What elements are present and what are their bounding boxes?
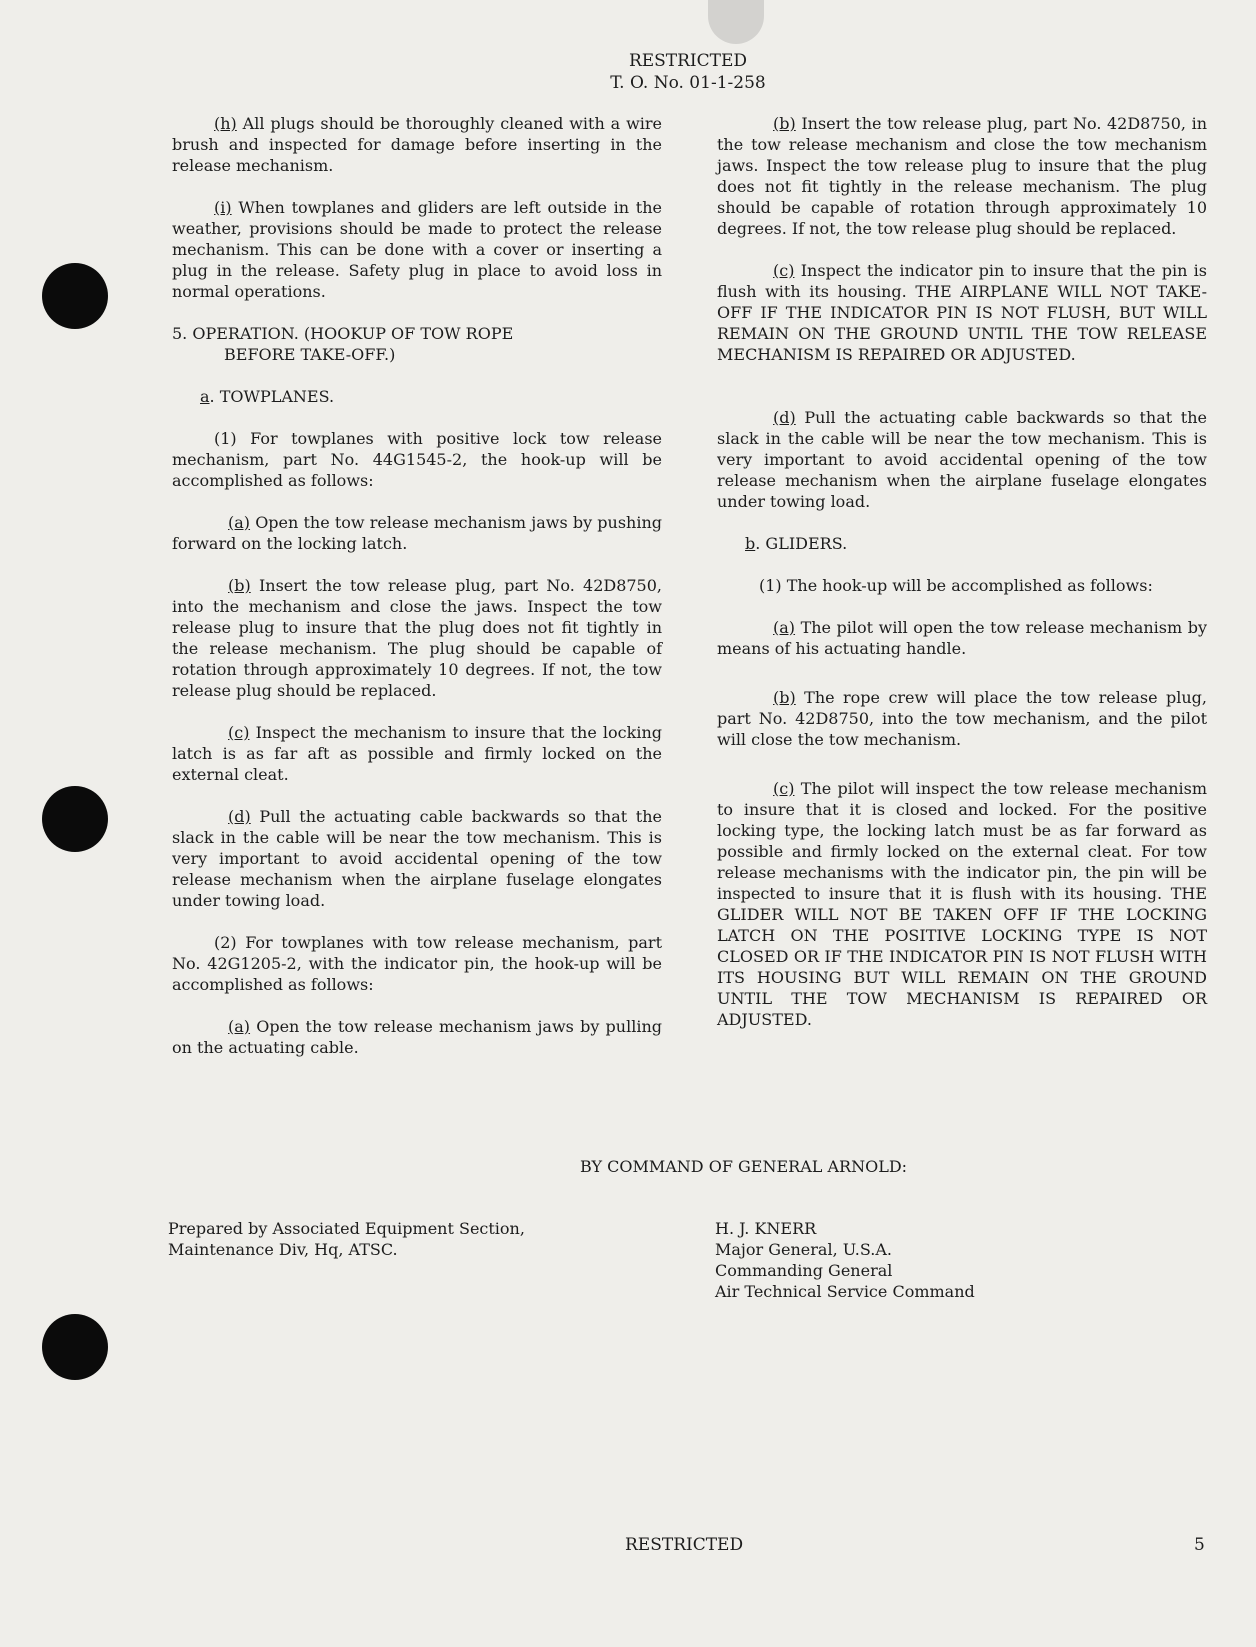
paper-smudge bbox=[708, 0, 764, 44]
para-2a: (a) Open the tow release mechanism jaws by pulling on the actuating cable. bbox=[172, 1017, 662, 1057]
punch-hole-middle bbox=[42, 786, 108, 852]
para-ga: (a) The pilot will open the tow release mechanism by means of his actuating handle. bbox=[717, 618, 1207, 658]
subsection-a-heading: a. TOWPLANES. bbox=[200, 387, 335, 406]
para-gc: (c) The pilot will inspect the tow release mechanism to insure that it is closed and locked. For the positive locking type, the locking latch must be as far forward as possible and firmly locked on the external cleat. For tow release mechanisms with the indicator pin, the pin will be inspected to insure that it is flush with its housing. THE GLIDER WILL NOT BE TAKEN OFF IF THE LOCKING LATCH ON THE POSITIVE LOCKING TYPE IS NOT CLOSED OR IF THE INDICATOR PIN IS NOT FLUSH WITH ITS HOUSING BUT WILL REMAIN ON THE GROUND UNTIL THE TOW MECHANISM IS REPAIRED OR ADJUSTED. bbox=[717, 779, 1207, 1029]
right-column bbox=[717, 113, 1207, 1051]
para-1b: (b) Insert the tow release plug, part No. 42D8750, into the mechanism and close the jaws. Inspect the tow release plug to insure that the plug does not fit tightly in the release mechanism. The plug should be capable of rotation through approximately 10 degrees. If not, the tow release plug should be replaced. bbox=[172, 576, 662, 700]
para-1c: (c) Inspect the mechanism to insure that the locking latch is as far aft as possible and firmly locked on the external cleat. bbox=[172, 723, 662, 784]
command-line: BY COMMAND OF GENERAL ARNOLD: bbox=[580, 1157, 908, 1176]
para-g1: (1) The hook-up will be accomplished as follows: bbox=[759, 576, 1153, 595]
para-i: (i) When towplanes and gliders are left outside in the weather, provisions should be made to protect the release mechanism. This can be done with a cover or inserting a plug in the release. Safety plug in place to avoid loss in normal operations. bbox=[172, 198, 662, 301]
section-5-heading: 5. OPERATION. (HOOKUP OF TOW ROPE BEFORE TAKE-OFF.) bbox=[172, 324, 514, 364]
page-number: 5 bbox=[1194, 1535, 1205, 1555]
para-2c: (c) Inspect the indicator pin to insure that the pin is flush with its housing. THE AIRPLANE WILL NOT TAKE-OFF IF THE INDICATOR PIN IS NOT FLUSH, BUT WILL REMAIN ON THE GROUND UNTIL THE TOW RELEASE MECHANISM IS REPAIRED OR ADJUSTED. bbox=[717, 261, 1207, 364]
punch-hole-top bbox=[42, 263, 108, 329]
para-2: (2) For towplanes with tow release mechanism, part No. 42G1205-2, with the indicator pin, the hook-up will be accomplished as follows: bbox=[172, 933, 662, 994]
para-2d: (d) Pull the actuating cable backwards so that the slack in the cable will be near the tow mechanism. This is very important to avoid accidental opening of the tow release mechanism when the airplane fuselage elongates under towing load. bbox=[717, 408, 1207, 511]
header-to-number: T. O. No. 01-1-258 bbox=[610, 73, 766, 93]
para-1: (1) For towplanes with positive lock tow release mechanism, part No. 44G1545-2, the hook-up will be accomplished as follows: bbox=[172, 429, 662, 490]
header-classification: RESTRICTED bbox=[628, 51, 748, 71]
footer-classification: RESTRICTED bbox=[625, 1535, 744, 1555]
para-1a: (a) Open the tow release mechanism jaws by pushing forward on the locking latch. bbox=[172, 513, 662, 553]
para-gb: (b) The rope crew will place the tow release plug, part No. 42D8750, into the tow mechanism, and the pilot will close the tow mechanism. bbox=[717, 688, 1207, 749]
subsection-b-heading: b. GLIDERS. bbox=[745, 534, 848, 553]
page-header bbox=[0, 50, 1256, 94]
para-1d: (d) Pull the actuating cable backwards so that the slack in the cable will be near the tow mechanism. This is very important to avoid accidental opening of the tow release mechanism when the airplane fuselage elongates under towing load. bbox=[172, 807, 662, 910]
signature-block: H. J. KNERR Major General, U.S.A. Commanding General Air Technical Service Command bbox=[715, 1219, 975, 1301]
left-column bbox=[172, 113, 662, 1079]
para-2b: (b) Insert the tow release plug, part No. 42D8750, in the tow release mechanism and close the tow mechanism jaws. Inspect the tow release plug to insure that the plug does not fit tightly in the release mechanism. The plug should be capable of rotation through approximately 10 degrees. If not, the tow release plug should be replaced. bbox=[717, 114, 1207, 238]
punch-hole-bottom bbox=[42, 1314, 108, 1380]
para-h: (h) All plugs should be thoroughly cleaned with a wire brush and inspected for damage before inserting in the release mechanism. bbox=[172, 114, 662, 175]
prepared-by: Prepared by Associated Equipment Section, Maintenance Div, Hq, ATSC. bbox=[168, 1219, 525, 1259]
